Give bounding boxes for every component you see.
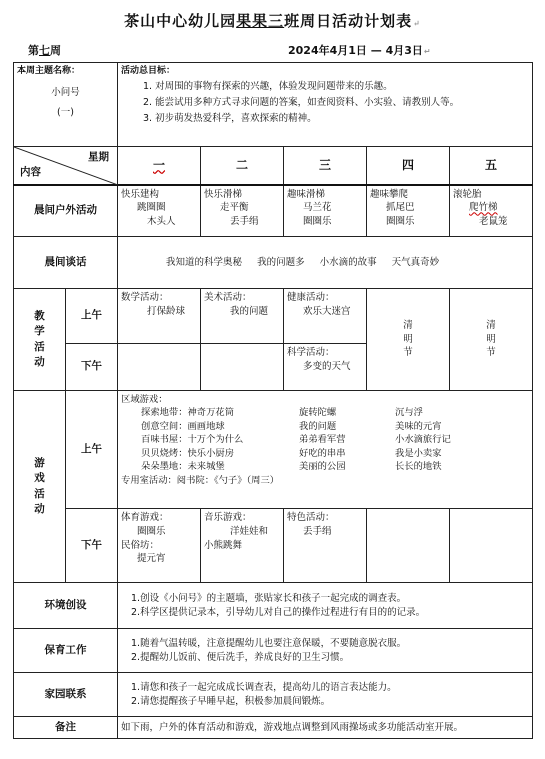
area-row: 百味书屋：十万个为什么 弟弟看军营 小水滴旅行记 bbox=[141, 434, 451, 446]
area-row: 探索地带：神奇万花筒 旋转陀螺 沉与浮 bbox=[141, 407, 423, 419]
games-label: 游 戏 活 动 bbox=[14, 391, 66, 583]
goal-item: 1. 对周围的事物有探索的兴趣，体验发现问题带来的乐趣。 bbox=[143, 81, 393, 93]
weekly-plan-table bbox=[13, 62, 533, 739]
outdoor-label: 晨间户外活动 bbox=[14, 185, 118, 237]
outdoor-thu: 趣味攀爬 抓尾巴 圈圈乐 bbox=[367, 185, 450, 237]
talk-label: 晨间谈话 bbox=[14, 237, 118, 289]
goal-item: 2. 能尝试用多种方式寻求问题的答案，如查阅资料、小实验、请教别人等。 bbox=[143, 96, 460, 108]
goals-cell: 活动总目标： 1. 对周围的事物有探索的兴趣，体验发现问题带来的乐趣。 2. 能尝试用多种方式寻求问题的答案，如查阅资料、小实验、请教别人等。 3. 初步萌发热爱科学，喜欢探索的精神。 bbox=[118, 63, 533, 147]
env-content: 1.创设《小问号》的主题墙，张贴家长和孩子一起完成的调查表。 2.科学区提供记录本，引导幼儿对自己的操作过程进行有目的的记录。 bbox=[118, 583, 533, 629]
care-label: 保育工作 bbox=[14, 629, 118, 673]
env-label: 环境创设 bbox=[14, 583, 118, 629]
day-header-mon: 一 bbox=[118, 147, 201, 185]
outdoor-mon: 快乐建构 跳圈圈 木头人 bbox=[118, 185, 201, 237]
outdoor-fri: 滚轮胎 爬竹梯 老鼠笼 bbox=[450, 185, 533, 237]
corner-cell bbox=[14, 147, 118, 185]
games-pm-label: 下午 bbox=[66, 509, 118, 583]
teach-pm-tue bbox=[201, 344, 284, 391]
theme-name: 小问号 bbox=[51, 87, 80, 99]
family-content: 1.请您和孩子一起完成成长调查表，提高幼儿的语言表达能力。 2.请您提醒孩子早睡早起，积极参加晨间锻炼。 bbox=[118, 673, 533, 717]
talk-topic: 我知道的科学奥秘 bbox=[166, 256, 243, 268]
day-header-thu: 四 bbox=[367, 147, 450, 185]
talk-topic: 我的问题多 bbox=[257, 256, 305, 268]
day-header-wed: 三 bbox=[284, 147, 367, 185]
teach-pm-label: 下午 bbox=[66, 344, 118, 391]
theme-cell: 本周主题名称： 小问号 (一) bbox=[14, 63, 118, 147]
title-prefix: 茶山中心幼儿园 bbox=[124, 12, 237, 30]
teach-am-mon: 数学活动： 打保龄球 bbox=[118, 289, 201, 344]
remark-content: 如下雨，户外的体育活动和游戏，游戏地点调整到风雨操场或多功能活动室开展。 bbox=[118, 717, 533, 739]
care-content: 1.随着气温转暖，注意提醒幼儿也要注意保暖，不要随意脱衣服。 2.提醒幼儿饭前、便后洗手，养成良好的卫生习惯。 bbox=[118, 629, 533, 673]
day-header-fri: 五 bbox=[450, 147, 533, 185]
page-title bbox=[0, 10, 545, 31]
family-label: 家园联系 bbox=[14, 673, 118, 717]
area-row: 创意空间：画画地球 我的问题 美味的元宵 bbox=[141, 420, 442, 432]
day-header-tue: 二 bbox=[201, 147, 284, 185]
games-am-label: 上午 bbox=[66, 391, 118, 509]
area-row: 贝贝烧烤：快乐小厨房 好吃的串串 我是小卖家 bbox=[141, 447, 442, 459]
teach-label: 教 学 活 动 bbox=[14, 289, 66, 391]
teach-am-label: 上午 bbox=[66, 289, 118, 344]
talk-topics bbox=[118, 237, 533, 289]
outdoor-tue: 快乐滑梯 走平衡 丢手绢 bbox=[201, 185, 284, 237]
teach-pm-wed: 科学活动： 多变的天气 bbox=[284, 344, 367, 391]
teach-am-tue: 美术活动： 我的问题 bbox=[201, 289, 284, 344]
corner-content: 内容 bbox=[20, 166, 41, 179]
games-pm-mon: 体育游戏： 圈圈乐 民俗坊： 提元宵 bbox=[118, 509, 201, 583]
holiday-fri: 清 明 节 bbox=[450, 289, 533, 391]
talk-topic: 小水滴的故事 bbox=[319, 256, 377, 268]
games-pm-wed: 特色活动： 丢手绢 bbox=[284, 509, 367, 583]
remark-label: 备注 bbox=[14, 717, 118, 739]
games-pm-thu bbox=[367, 509, 450, 583]
goal-item: 3. 初步萌发热爱科学，喜欢探索的精神。 bbox=[143, 112, 317, 124]
corner-weekday: 星期 bbox=[88, 151, 110, 163]
theme-part: (一) bbox=[57, 106, 74, 118]
outdoor-wed: 趣味滑梯 马兰花 圈圈乐 bbox=[284, 185, 367, 237]
area-row: 朵朵墨地：未来城堡 美丽的公园 长长的地铁 bbox=[141, 461, 442, 473]
title-suffix: 班周日活动计划表 bbox=[284, 12, 413, 30]
area-games: 区域游戏： 探索地带：神奇万花筒 旋转陀螺 沉与浮 创意空间：画画地球 我的问题 美味的元宵 百味书屋：十万个为什么 弟弟看军营 小水滴旅行记 贝贝烧烤：快乐小厨房 好吃的串串 我是小卖家 朵朵墨地：未来城堡 美丽的公园 长长的地铁 专用室活动：阅书院：《勺子》（周三） bbox=[118, 391, 533, 509]
date-range: 2024年4月1日 — 4月3日 ↵ bbox=[288, 42, 431, 58]
talk-topic: 天气真奇妙 bbox=[391, 256, 440, 268]
class-name: 果果三 bbox=[236, 12, 285, 30]
special-room: 专用室活动：阅书院：《勺子》（周三） bbox=[121, 474, 280, 486]
games-pm-tue: 音乐游戏： 洋娃娃和 小熊跳舞 bbox=[201, 509, 284, 583]
games-pm-fri bbox=[450, 509, 533, 583]
teach-am-wed: 健康活动： 欢乐大迷宫 bbox=[284, 289, 367, 344]
holiday-thu: 清 明 节 bbox=[367, 289, 450, 391]
teach-pm-mon bbox=[118, 344, 201, 391]
week-number: 第七周 bbox=[28, 44, 61, 57]
